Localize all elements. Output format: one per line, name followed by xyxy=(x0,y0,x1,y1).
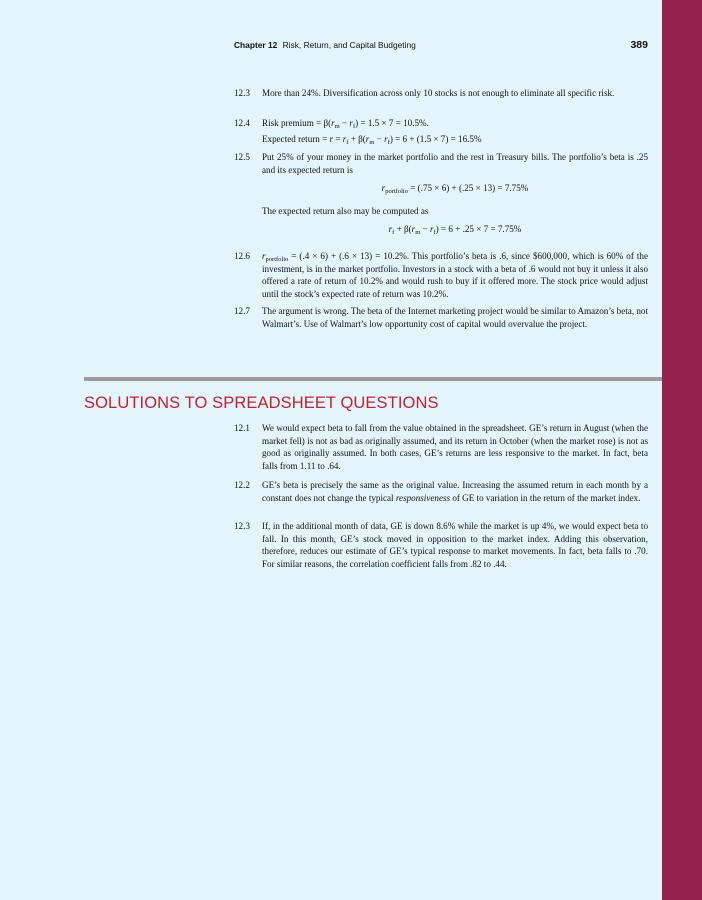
answer-number: 12.3 xyxy=(234,521,250,531)
spreadsheet-answer-12-2 xyxy=(234,479,648,504)
spreadsheet-answer-12-3 xyxy=(234,520,648,570)
answer-12-4 xyxy=(234,117,648,145)
chapter-label: Chapter 12 xyxy=(234,40,278,50)
answer-number: 12.3 xyxy=(234,88,250,98)
answer-12-6 xyxy=(234,250,648,300)
page-number: 389 xyxy=(630,39,648,51)
answer-text: We would expect beta to fall from the value obtained in the spreadsheet. GE’s return in August (when the market fell) is not as bad as originally assumed, and its return in October (when the market rose) is not as good as originally assumed. In both cases, GE’s returns are less responsive to the market. In fact, beta falls from 1.11 to .64. xyxy=(262,423,648,471)
answer-12-7 xyxy=(234,305,648,330)
section-heading: SOLUTIONS TO SPREADSHEET QUESTIONS xyxy=(84,394,439,412)
running-head xyxy=(234,40,648,54)
answer-12-3 xyxy=(234,87,648,100)
answer-number: 12.2 xyxy=(234,480,250,490)
answer-text: The argument is wrong. The beta of the Internet marketing project would be similar to Amazon’s beta, not Walmart’s. Use of Walmart’s low opportunity cost of capital would overvalue the project. xyxy=(262,306,648,329)
answer-number: 12.5 xyxy=(234,152,250,162)
risk-premium-line: Risk premium = $\beta(r_m - r_f) = 1.5 \times 7 = 10.5\%$. xyxy=(262,118,429,130)
spreadsheet-answer-12-1 xyxy=(234,422,648,472)
answer-text: Put 25% of your money in the market portfolio and the rest in Treasury bills. The portfolio’s beta is .25 and its expected return is xyxy=(262,152,648,175)
answer-text: $r_{portfolio} = (.4 \times 6) + (.6 \times 13) = 10.2\%$. This portfolio’s beta is .6, since $600,000, which is 60% of the investment, is in the market portfolio. Investors in a stock with a beta of .6 would not buy it unless it also offered a rate of return of 10.2% and would rush to buy if it offered more. The stock price would adjust until the stock’s expected rate of return was 10.2%. xyxy=(262,251,648,299)
answer-text: More than 24%. Diversification across only 10 stocks is not enough to eliminate all specific risk. xyxy=(262,88,615,98)
answer-number: 12.7 xyxy=(234,306,250,316)
capm-equation: $r_f + \beta(r_m - r_f) = 6 + .25 \times 7 = 7.75\%$ xyxy=(388,224,522,237)
section-divider xyxy=(84,377,662,381)
answer-12-5 xyxy=(234,151,648,236)
answer-number: 12.1 xyxy=(234,423,250,433)
answer-number: 12.4 xyxy=(234,118,250,128)
expected-return-line: Expected return = $r = r_f + \beta(r_m - r_f) = 6 + (1.5 \times 7) = 16.5\%$ xyxy=(262,133,482,146)
answer-number: 12.6 xyxy=(234,251,250,261)
page-edge-band xyxy=(662,0,702,900)
chapter-title: Risk, Return, and Capital Budgeting xyxy=(282,40,416,50)
answer-text-2: The expected return also may be computed as xyxy=(262,205,429,216)
answer-text: If, in the additional month of data, GE is down 8.6% while the market is up 4%, we would expect beta to fall. In this month, GE’s stock moved in opposition to the market index. Adding this observation, therefore, reduces our estimate of GE’s typical response to market movements. In fact, beta falls to .70. For similar reasons, the correlation coefficient falls from .82 to .44. xyxy=(262,521,648,569)
portfolio-return-equation: $r_{portfolio} = (.75 \times 6) + (.25 \times 13) = 7.75\%$ xyxy=(381,183,529,196)
answer-text: GE’s beta is precisely the same as the original value. Increasing the assumed return in each month by a constant does not change the typical responsiveness of GE to variation in the return of the market index. xyxy=(262,480,648,503)
